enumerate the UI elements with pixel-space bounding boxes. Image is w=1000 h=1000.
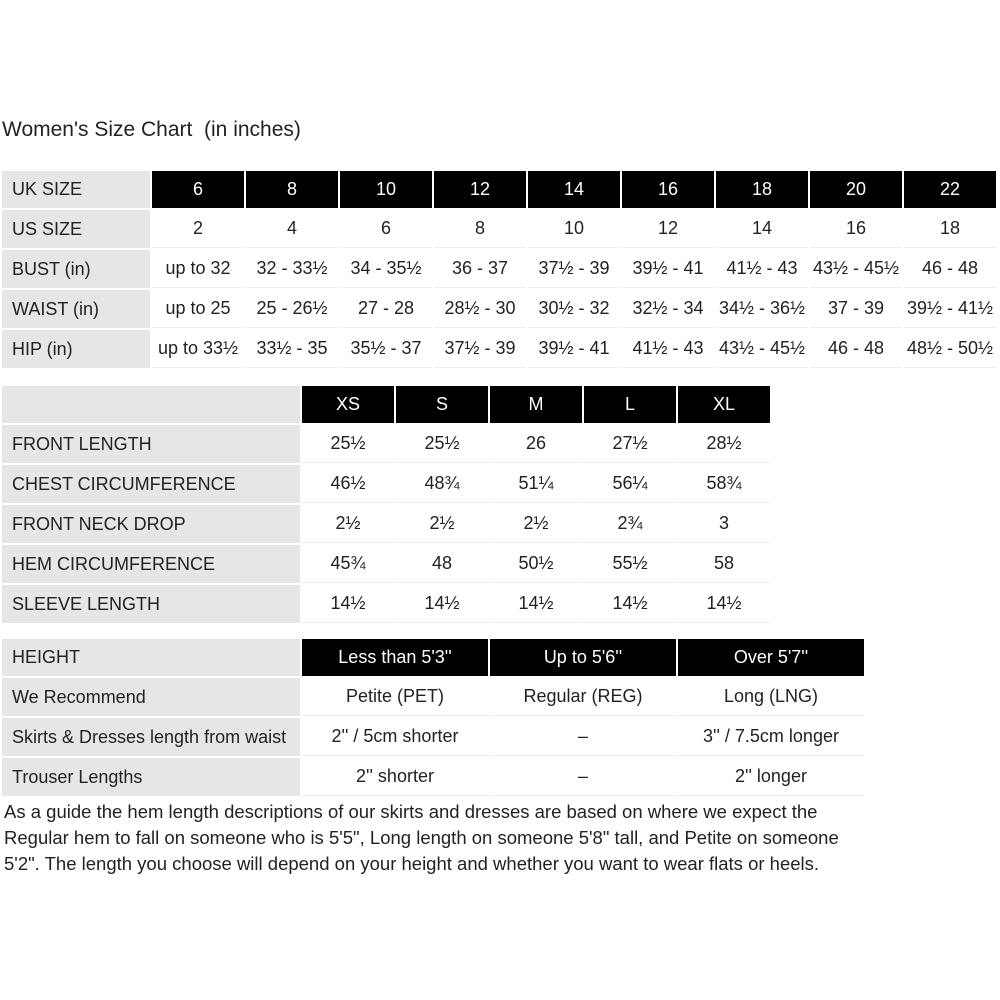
table-row: [2, 250, 996, 288]
page-title: Women's Size Chart (in inches): [2, 118, 301, 141]
row-label: HEM CIRCUMFERENCE: [2, 545, 300, 583]
table-cell: 34½ - 36½: [716, 290, 808, 328]
table-cell: 2½: [396, 505, 488, 543]
table-cell: 26: [490, 425, 582, 463]
table-cell: 14: [716, 210, 808, 248]
table-row: [2, 718, 864, 756]
table-cell: 48: [396, 545, 488, 583]
table-row: [2, 290, 996, 328]
table-cell: up to 32: [152, 250, 244, 288]
table-cell: 2¾: [584, 505, 676, 543]
uk-size-header: 22: [904, 171, 996, 208]
table-cell: 2½: [490, 505, 582, 543]
table-cell: 34 - 35½: [340, 250, 432, 288]
height-header-row: [2, 639, 864, 676]
table-cell: 28½: [678, 425, 770, 463]
table-cell: 32½ - 34: [622, 290, 714, 328]
table-cell: 48½ - 50½: [904, 330, 996, 368]
height-header: Up to 5'6'': [490, 639, 676, 676]
table-cell: 35½ - 37: [340, 330, 432, 368]
table-row: [2, 678, 864, 716]
table-cell: 58¾: [678, 465, 770, 503]
size-header: M: [490, 386, 582, 423]
size-header: S: [396, 386, 488, 423]
table-cell: 39½ - 41: [622, 250, 714, 288]
row-label: CHEST CIRCUMFERENCE: [2, 465, 300, 503]
table-cell: 33½ - 35: [246, 330, 338, 368]
row-label: FRONT NECK DROP: [2, 505, 300, 543]
table-row: [2, 330, 996, 368]
uk-size-header: 14: [528, 171, 620, 208]
table-cell: 55½: [584, 545, 676, 583]
table-cell: 14½: [584, 585, 676, 623]
table-cell: 51¼: [490, 465, 582, 503]
table-cell: up to 33½: [152, 330, 244, 368]
row-label: We Recommend: [2, 678, 300, 716]
table-cell: Regular (REG): [490, 678, 676, 716]
note-line: As a guide the hem length descriptions of our skirts and dresses are based on where we expect the: [4, 801, 818, 822]
uk-size-header: 16: [622, 171, 714, 208]
table-cell: 2'' shorter: [302, 758, 488, 796]
table-row: [2, 758, 864, 796]
size-header: L: [584, 386, 676, 423]
table-cell: 25 - 26½: [246, 290, 338, 328]
row-label: SLEEVE LENGTH: [2, 585, 300, 623]
table-cell: up to 25: [152, 290, 244, 328]
table-cell: 39½ - 41: [528, 330, 620, 368]
table-cell: 43½ - 45½: [716, 330, 808, 368]
row-label: US SIZE: [2, 210, 150, 248]
table-cell: 18: [904, 210, 996, 248]
table-row: [2, 210, 996, 248]
table-row: [2, 545, 770, 583]
size-table: [0, 169, 998, 370]
measure-header-row: [2, 386, 770, 423]
table-cell: 2'' / 5cm shorter: [302, 718, 488, 756]
table-cell: 39½ - 41½: [904, 290, 996, 328]
table-cell: 37½ - 39: [528, 250, 620, 288]
table-cell: 36 - 37: [434, 250, 526, 288]
table-cell: 2: [152, 210, 244, 248]
size-header: XL: [678, 386, 770, 423]
table-cell: 43½ - 45½: [810, 250, 902, 288]
row-label: HIP (in): [2, 330, 150, 368]
row-label: UK SIZE: [2, 171, 150, 208]
table-cell: 46½: [302, 465, 394, 503]
table-cell: 10: [528, 210, 620, 248]
table-cell: 25½: [396, 425, 488, 463]
uk-size-header: 8: [246, 171, 338, 208]
table-cell: 14½: [396, 585, 488, 623]
height-header: Over 5'7'': [678, 639, 864, 676]
uk-size-header: 12: [434, 171, 526, 208]
table-row: [2, 585, 770, 623]
table-cell: 58: [678, 545, 770, 583]
note-line: 5'2". The length you choose will depend on your height and whether you want to wear flats or heels.: [4, 853, 820, 874]
uk-size-header: 18: [716, 171, 808, 208]
table-cell: 46 - 48: [810, 330, 902, 368]
table-cell: 3'' / 7.5cm longer: [678, 718, 864, 756]
table-cell: 30½ - 32: [528, 290, 620, 328]
table-cell: 50½: [490, 545, 582, 583]
row-label: FRONT LENGTH: [2, 425, 300, 463]
height-header: Less than 5'3'': [302, 639, 488, 676]
table-cell: 32 - 33½: [246, 250, 338, 288]
height-table: [0, 637, 866, 798]
table-cell: Long (LNG): [678, 678, 864, 716]
table-cell: 14½: [678, 585, 770, 623]
table-cell: –: [490, 718, 676, 756]
table-cell: 3: [678, 505, 770, 543]
table-cell: 4: [246, 210, 338, 248]
table-cell: 16: [810, 210, 902, 248]
table-cell: 2½: [302, 505, 394, 543]
table-cell: 48¾: [396, 465, 488, 503]
table-cell: Petite (PET): [302, 678, 488, 716]
table-cell: 46 - 48: [904, 250, 996, 288]
size-header: XS: [302, 386, 394, 423]
table-cell: 41½ - 43: [622, 330, 714, 368]
table-cell: 28½ - 30: [434, 290, 526, 328]
table-cell: 25½: [302, 425, 394, 463]
table-cell: 14½: [490, 585, 582, 623]
size-header-row: [2, 171, 996, 208]
table-cell: 14½: [302, 585, 394, 623]
uk-size-header: 20: [810, 171, 902, 208]
row-label: WAIST (in): [2, 290, 150, 328]
note-line: Regular hem to fall on someone who is 5'5", Long length on someone 5'8" tall, and Petite on someone: [4, 827, 839, 848]
table-cell: 12: [622, 210, 714, 248]
row-label: Trouser Lengths: [2, 758, 300, 796]
table-cell: 27 - 28: [340, 290, 432, 328]
row-label: HEIGHT: [2, 639, 300, 676]
uk-size-header: 6: [152, 171, 244, 208]
table-cell: 37 - 39: [810, 290, 902, 328]
table-cell: 37½ - 39: [434, 330, 526, 368]
table-cell: 6: [340, 210, 432, 248]
table-cell: 2'' longer: [678, 758, 864, 796]
row-label: BUST (in): [2, 250, 150, 288]
table-cell: –: [490, 758, 676, 796]
table-cell: 56¼: [584, 465, 676, 503]
uk-size-header: 10: [340, 171, 432, 208]
header-spacer: [2, 386, 300, 423]
table-row: [2, 425, 770, 463]
measurement-table: [0, 384, 772, 625]
table-cell: 8: [434, 210, 526, 248]
table-cell: 27½: [584, 425, 676, 463]
table-cell: 41½ - 43: [716, 250, 808, 288]
guide-note: [4, 799, 994, 877]
table-cell: 45¾: [302, 545, 394, 583]
table-row: [2, 465, 770, 503]
row-label: Skirts & Dresses length from waist: [2, 718, 300, 756]
table-row: [2, 505, 770, 543]
